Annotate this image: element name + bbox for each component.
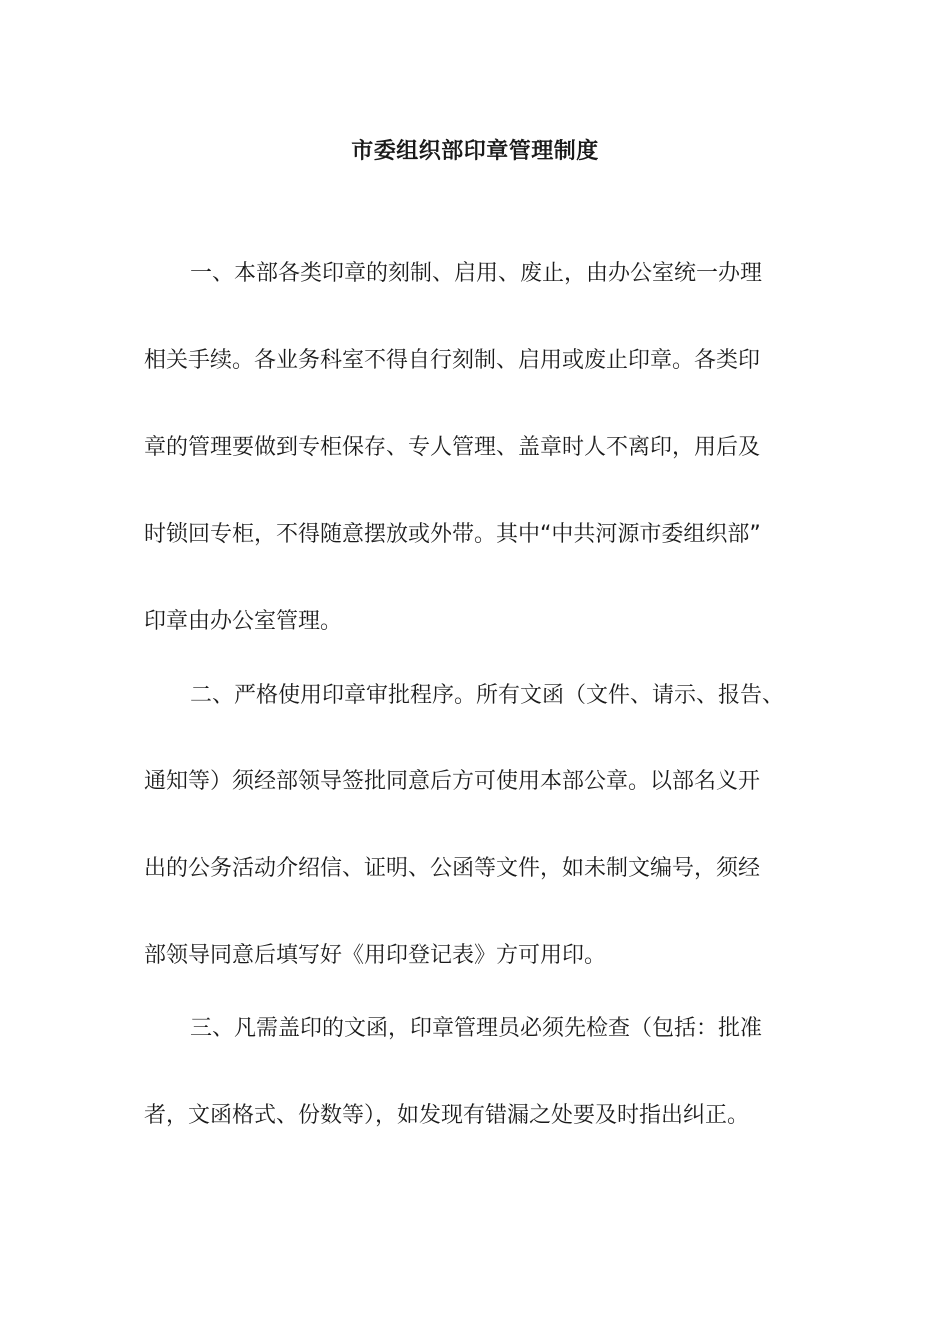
paragraph-3-line-2: 者，文函格式、份数等），如发现有错漏之处要及时指出纠正。 (144, 1103, 750, 1128)
page-title: 市委组织部印章管理制度 (351, 139, 599, 164)
paragraph-1-line-1: 一、本部各类印章的刻制、启用、废止，由办公室统一办理 (190, 261, 763, 286)
paragraph-3-line-1: 三、凡需盖印的文函，印章管理员必须先检查（包括：批准 (190, 1016, 763, 1041)
paragraph-1-line-5: 印章由办公室管理。 (144, 609, 343, 634)
paragraph-2-line-2: 通知等）须经部领导签批同意后方可使用本部公章。以部名义开 (144, 769, 761, 794)
paragraph-1-line-2: 相关手续。各业务科室不得自行刻制、启用或废止印章。各类印 (144, 348, 761, 373)
paragraph-1-line-3: 章的管理要做到专柜保存、专人管理、盖章时人不离印，用后及 (144, 435, 761, 460)
paragraph-2-line-4: 部领导同意后填写好《用印登记表》方可用印。 (144, 943, 607, 968)
paragraph-2-line-3: 出的公务活动介绍信、证明、公函等文件，如未制文编号，须经 (144, 856, 761, 881)
paragraph-1-line-4: 时锁回专柜，不得随意摆放或外带。其中“中共河源市委组织部” (144, 522, 761, 547)
paragraph-2-line-1: 二、严格使用印章审批程序。所有文函（文件、请示、报告、 (190, 683, 785, 708)
